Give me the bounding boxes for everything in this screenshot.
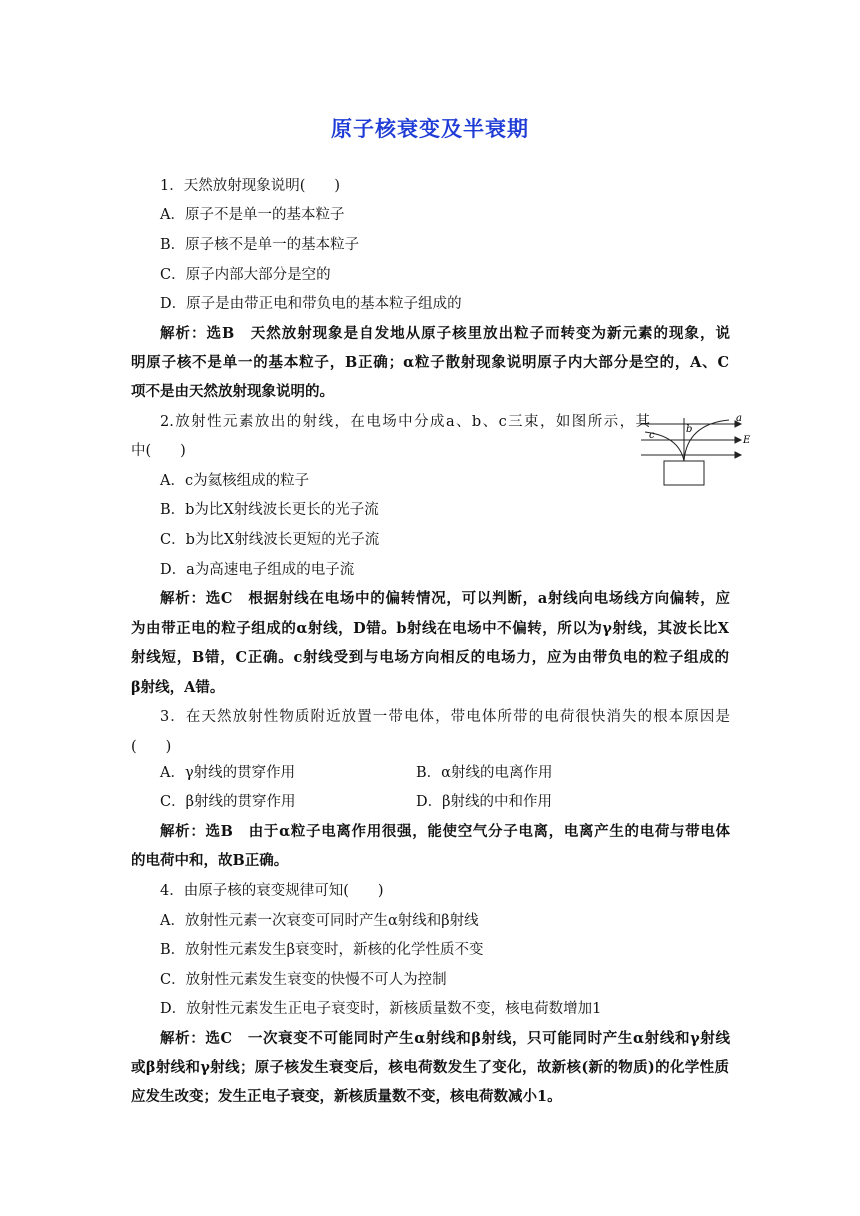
label-b: b: [686, 424, 693, 435]
question-2-analysis-line-4: β射线，A错。: [131, 679, 225, 696]
question-2-analysis-line-3: 射线短，B错，C正确。c射线受到与电场方向相反的电场力，应为由带负电的粒子组成的: [131, 649, 729, 666]
question-3-option-d: D．β射线的中和作用: [416, 794, 553, 810]
question-2-stem-line-2: 中( ): [131, 443, 186, 459]
question-2-option-a: A．c为氦核组成的粒子: [160, 473, 310, 489]
question-3-analysis-line-1: 解析：选B 由于α粒子电离作用很强，能使空气分子电离，电离产生的电荷与带电体: [160, 823, 730, 840]
question-3-analysis-line-2: 的电荷中和，故B正确。: [131, 852, 289, 869]
question-3-stem-line-1: 3．在天然放射性物质附近放置一带电体，带电体所带的电荷很快消失的根本原因是: [160, 709, 730, 725]
page-title: 原子核衰变及半衰期: [331, 116, 529, 141]
label-a: a: [736, 413, 742, 424]
question-4-option-c: C．放射性元素发生衰变的快慢不可人为控制: [160, 972, 447, 988]
question-4-stem: 4．由原子核的衰变规律可知( ): [160, 883, 384, 899]
question-4-option-b: B．放射性元素发生β衰变时，新核的化学性质不变: [160, 942, 484, 958]
question-1-option-c: C．原子内部大部分是空的: [160, 267, 331, 283]
question-2-option-c: C．b为比X射线波长更短的光子流: [160, 532, 380, 548]
label-c: c: [649, 430, 655, 441]
radioactive-source-box: [664, 461, 704, 485]
question-2-option-d: D．a为高速电子组成的电子流: [160, 562, 355, 578]
question-3-option-b: B．α射线的电离作用: [416, 765, 553, 781]
question-4-option-d: D．放射性元素发生正电子衰变时，新核质量数不变，核电荷数增加1: [160, 1001, 602, 1017]
question-1-analysis-line-1: 解析：选B 天然放射现象是自发地从原子核里放出粒子而转变为新元素的现象，说: [160, 325, 730, 342]
question-1-stem: 1．天然放射现象说明( ): [160, 178, 341, 194]
question-2-stem-line-1: 2.放射性元素放出的射线，在电场中分成a、b、c三束，如图所示，其: [160, 414, 650, 430]
question-4-analysis-line-1: 解析：选C 一次衰变不可能同时产生α射线和β射线，只可能同时产生α射线和γ射线: [160, 1030, 730, 1047]
question-1-option-d: D．原子是由带正电和带负电的基本粒子组成的: [160, 296, 462, 312]
radiation-deflection-figure: [637, 412, 751, 488]
question-3-option-c: C．β射线的贯穿作用: [160, 794, 296, 810]
question-4-analysis-line-3: 应发生改变；发生正电子衰变，新核质量数不变，核电荷数减小1。: [131, 1088, 562, 1105]
question-1-option-a: A．原子不是单一的基本粒子: [160, 207, 345, 223]
question-3-stem-line-2: ( ): [131, 739, 172, 755]
question-1-analysis-line-2: 明原子核不是单一的基本粒子，B正确；α粒子散射现象说明原子内大部分是空的，A、C: [131, 354, 729, 371]
question-4-option-a: A．放射性元素一次衰变可同时产生α射线和β射线: [160, 913, 479, 929]
question-1-option-b: B．原子核不是单一的基本粒子: [160, 237, 360, 253]
question-4-analysis-line-2: 或β射线和γ射线；原子核发生衰变后，核电荷数发生了变化，故新核(新的物质)的化学性质: [131, 1059, 729, 1076]
question-2-option-b: B．b为比X射线波长更长的光子流: [160, 502, 379, 518]
question-2-analysis-line-2: 为由带正电的粒子组成的α射线，D错。b射线在电场中不偏转，所以为γ射线，其波长比X: [131, 620, 729, 637]
question-3-option-a: A．γ射线的贯穿作用: [160, 765, 296, 781]
question-1-analysis-line-3: 项不是由天然放射现象说明的。: [131, 383, 334, 400]
question-2-analysis-line-1: 解析：选C 根据射线在电场中的偏转情况，可以判断，a射线向电场线方向偏转，应: [160, 590, 730, 607]
label-e: E: [743, 435, 751, 446]
